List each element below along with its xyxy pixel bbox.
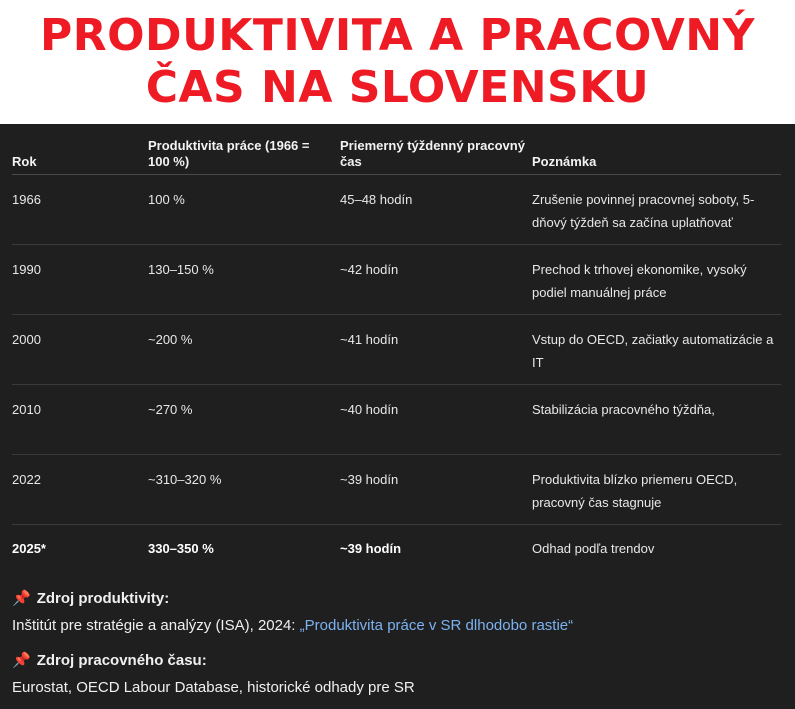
table-row — [12, 385, 781, 455]
title-line-1: PRODUKTIVITA A PRACOVNÝ — [40, 10, 755, 61]
cell-productivity: ~310–320 % — [148, 455, 340, 525]
cell-year: 1966 — [12, 175, 148, 245]
data-table-container — [0, 124, 795, 575]
cell-year: 2022 — [12, 455, 148, 525]
table-row — [12, 175, 781, 245]
cell-note: Zrušenie povinnej pracovnej soboty, 5-dňový týždeň sa začína uplatňovať — [532, 175, 781, 245]
pin-icon: 📌 — [12, 652, 31, 669]
productivity-source-label: Zdroj produktivity: — [36, 589, 170, 607]
cell-worktime: ~39 hodín — [340, 455, 532, 525]
productivity-source-heading — [12, 587, 783, 609]
cell-year: 2000 — [12, 315, 148, 385]
productivity-source-text — [12, 615, 783, 637]
cell-note: Stabilizácia pracovného týždňa, — [532, 385, 781, 455]
sources-section — [0, 587, 795, 699]
cell-worktime: ~41 hodín — [340, 315, 532, 385]
cell-worktime: ~42 hodín — [340, 245, 532, 315]
cell-note: Prechod k trhovej ekonomike, vysoký podiel manuálnej práce — [532, 245, 781, 315]
table-row — [12, 315, 781, 385]
table-row — [12, 455, 781, 525]
table-row — [12, 245, 781, 315]
title-line-2: ČAS NA SLOVENSKU — [145, 62, 650, 113]
worktime-source-label: Zdroj pracovného času: — [36, 651, 207, 669]
productivity-source-org: Inštitút pre stratégie a analýzy (ISA), 2024: — [12, 617, 300, 634]
header-worktime: Priemerný týždenný pracovný čas — [340, 124, 532, 175]
cell-productivity: 100 % — [148, 175, 340, 245]
header-note: Poznámka — [532, 124, 781, 175]
header-productivity: Produktivita práce (1966 = 100 %) — [148, 124, 340, 175]
cell-productivity: ~270 % — [148, 385, 340, 455]
pin-icon: 📌 — [12, 590, 31, 607]
title-banner — [0, 0, 795, 124]
header-year: Rok — [12, 124, 148, 175]
table-header-row — [12, 124, 781, 175]
cell-year: 1990 — [12, 245, 148, 315]
cell-year: 2025* — [12, 541, 46, 556]
cell-worktime: 45–48 hodín — [340, 175, 532, 245]
cell-productivity: 330–350 % — [148, 541, 214, 556]
cell-productivity: 130–150 % — [148, 245, 340, 315]
cell-productivity: ~200 % — [148, 315, 340, 385]
cell-worktime: ~39 hodín — [340, 541, 402, 556]
page-title — [40, 10, 755, 114]
productivity-source-link[interactable]: „Produktivita práce v SR dlhodobo rastie“ — [299, 617, 574, 634]
cell-note: Vstup do OECD, začiatky automatizácie a IT — [532, 315, 781, 385]
productivity-table — [12, 124, 781, 575]
worktime-source-heading — [12, 649, 783, 671]
worktime-source-text: Eurostat, OECD Labour Database, historické odhady pre SR — [12, 679, 415, 696]
cell-worktime: ~40 hodín — [340, 385, 532, 455]
cell-note: Produktivita blízko priemeru OECD, pracovný čas stagnuje — [532, 455, 781, 525]
cell-note: Odhad podľa trendov — [532, 541, 655, 556]
table-row — [12, 525, 781, 576]
cell-year: 2010 — [12, 385, 148, 455]
